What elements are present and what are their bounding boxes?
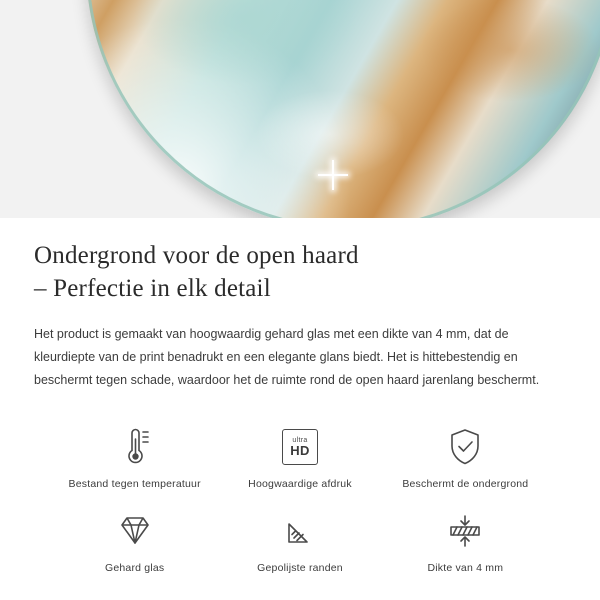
polished-edges-icon: [280, 508, 320, 554]
ultra-hd-badge-bottom: HD: [290, 443, 310, 459]
feature-item-thickness: [383, 502, 548, 578]
ultra-hd-icon: [282, 424, 318, 470]
feature-label-thickness: Dikte van 4 mm: [427, 562, 504, 575]
feature-label-tempered-glass: Gehard glas: [104, 562, 165, 575]
feature-label-temperature: Bestand tegen temperatuur: [68, 478, 201, 491]
page-title-line-2: – Perfectie in elk detail: [34, 274, 271, 302]
page-title: [34, 240, 566, 305]
feature-grid: [34, 418, 566, 578]
ultra-hd-badge-top: ultra: [292, 437, 308, 445]
page-title-line-1: Ondergrond voor de open haard: [34, 242, 359, 269]
content-block: [0, 218, 600, 578]
feature-item-surface-protection: [383, 418, 548, 494]
feature-item-polished-edges: [217, 502, 382, 578]
thermometer-icon: [115, 424, 155, 470]
hero-image: [0, 0, 600, 218]
feature-label-surface-protection: Beschermt de ondergrond: [402, 478, 529, 491]
feature-label-print-quality: Hoogwaardige afdruk: [248, 478, 352, 491]
shield-check-icon: [446, 424, 484, 470]
feature-item-tempered-glass: [52, 502, 217, 578]
feature-label-polished-edges: Gepolijste randen: [257, 562, 343, 575]
thickness-icon: [444, 508, 486, 554]
feature-item-print-quality: [217, 418, 382, 494]
feature-item-temperature: [52, 418, 217, 494]
diamond-icon: [114, 508, 156, 554]
glass-plate-image: [86, 0, 600, 218]
description-paragraph: Het product is gemaakt van hoogwaardig gehard glas met een dikte van 4 mm, dat de kleurdiepte van de print benadrukt en een elegante glans biedt. Het is hittebestendig en beschermt tegen schade, waardoor het de ruimte rond de open haard jarenlang beschermt.: [34, 327, 540, 388]
